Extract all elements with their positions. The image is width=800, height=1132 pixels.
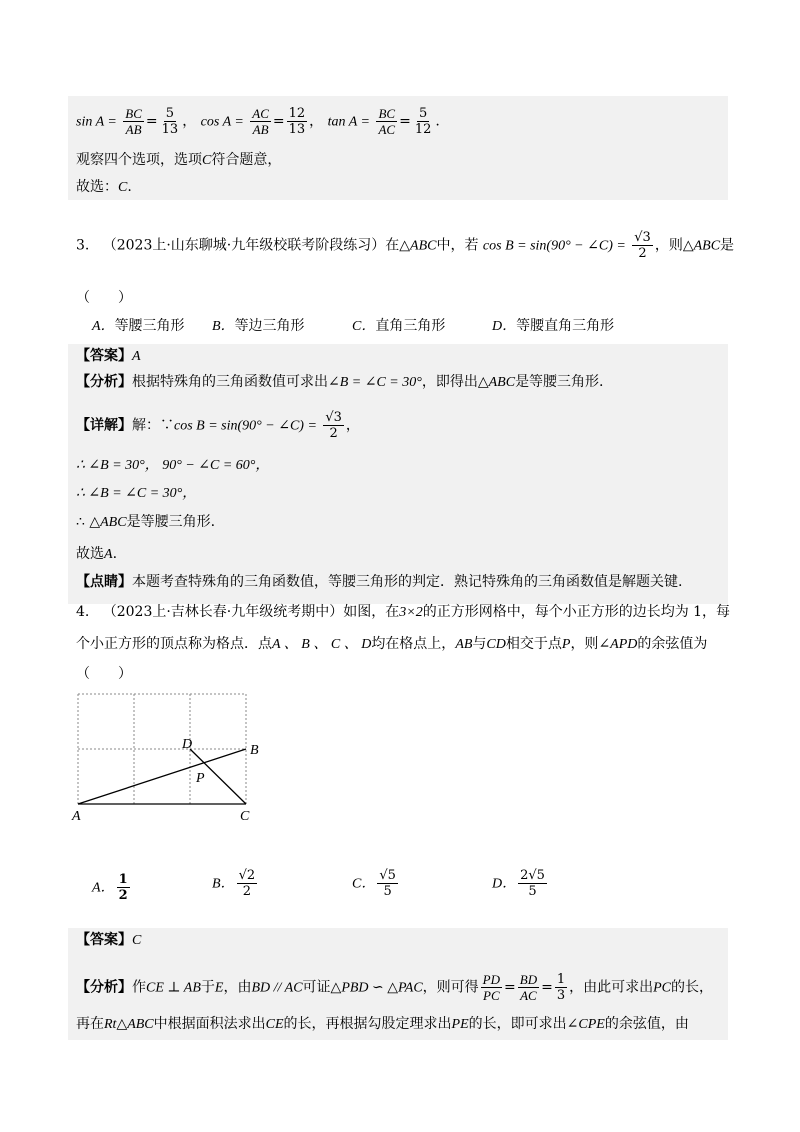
q4-answer: 【答案】C bbox=[76, 932, 142, 948]
q4-option-b[interactable]: B． $\frac{√2}{2}$ bbox=[212, 868, 256, 899]
q4-option-c[interactable]: C． $\frac{√5}{5}$ bbox=[352, 868, 396, 899]
q3-detail: 【详解】解：∵cos B = sin(90° − ∠C) = $\frac{√3}{2}$ ， bbox=[76, 410, 360, 441]
trig-values-line: sin A = $\frac{BC}{AB}$ = $\frac{5}{13}$ ， cos A = $\frac{AC}{AB}$ = $\frac{12}{13}$ ， tan A = $\frac{BC}{AC}$ = $\frac{5}{12}$ . bbox=[76, 106, 440, 137]
q3-detail-frac: $\frac{√3}{2}$ bbox=[325, 410, 342, 441]
q3-option-b[interactable]: B．等边三角形 bbox=[212, 318, 305, 334]
q4-analysis-2: 再在Rt△ABC中根据面积法求出CE的长，再根据勾股定理求出PE的长，即可求出∠CPE的余弦值，由 bbox=[76, 1016, 689, 1032]
label-p: P bbox=[196, 771, 205, 786]
sin-frac-1: $\frac{BC}{AB}$ bbox=[125, 106, 142, 137]
sin-lhs: sin A = bbox=[76, 114, 117, 130]
q3-paren: （ ） bbox=[76, 290, 132, 306]
q3-formula-frac: $\frac{√3}{2}$ bbox=[634, 230, 651, 261]
q3-option-d[interactable]: D．等腰直角三角形 bbox=[492, 318, 615, 334]
q3-option-c[interactable]: C．直角三角形 bbox=[352, 318, 446, 334]
q4-stem-line-2: 个小正方形的顶点称为格点．点A 、 B 、 C 、 D均在格点上，AB与CD相交于点P，则∠APD的余弦值为 bbox=[76, 636, 708, 652]
q3-choose: 故选A. bbox=[76, 546, 118, 562]
label-b: B bbox=[250, 743, 259, 758]
grid-dotted-lines bbox=[78, 694, 246, 804]
tan-lhs: tan A = bbox=[327, 114, 371, 130]
label-a: A bbox=[72, 809, 81, 824]
segment-ab bbox=[78, 749, 246, 804]
tan-frac-2: $\frac{5}{12}$ bbox=[414, 106, 432, 137]
cos-frac-1: $\frac{AC}{AB}$ bbox=[252, 106, 269, 137]
label-c: C bbox=[240, 809, 250, 824]
cos-lhs: cos A = bbox=[200, 114, 244, 130]
q4-grid-figure bbox=[66, 688, 286, 828]
q3-step-2: ∴ ∠B = ∠C = 30°， bbox=[76, 486, 197, 501]
q4-option-d[interactable]: D． $\frac{2√5}{5}$ bbox=[492, 868, 545, 899]
tan-frac-1: $\frac{BC}{AC}$ bbox=[378, 106, 396, 137]
q3-step-1: ∴ ∠B = 30°， 90° − ∠C = 60°， bbox=[76, 458, 270, 473]
q3-step-3: ∴ △ABC是等腰三角形. bbox=[76, 514, 216, 530]
observe-line: 观察四个选项，选项C符合题意， bbox=[76, 152, 282, 168]
q4-stem-line-1: 4. （2023上·吉林长春·九年级统考期中）如图，在3×2的正方形网格中，每个小正方形的边长均为 1，每 bbox=[76, 604, 731, 620]
sin-frac-2: $\frac{5}{13}$ bbox=[161, 106, 179, 137]
label-d: D bbox=[182, 737, 193, 752]
q3-comment: 【点睛】本题考查特殊角的三角函数值，等腰三角形的判定．熟记特殊角的三角函数值是解题关键. bbox=[76, 574, 683, 590]
q3-number: 3. bbox=[76, 237, 90, 254]
q4-number: 4. bbox=[76, 604, 90, 620]
cos-frac-2: $\frac{12}{13}$ bbox=[288, 106, 306, 137]
q3-answer: 【答案】A bbox=[76, 348, 141, 364]
q3-stem: 3. （2023上·山东聊城·九年级校联考阶段练习）在△ABC中，若 cos B = sin(90° − ∠C) = $\frac{√3}{2}$ ，则△ABC是 bbox=[76, 230, 735, 261]
q4-analysis-1: 【分析】作CE ⊥ AB于E，由BD // AC可证△PBD ∽ △PAC，则可得 $\frac{PD}{PC}$ = $\frac{BD}{AC}$ = $\frac{1}{3}$ ，由此可求出PC的长， bbox=[76, 972, 713, 1003]
q4-option-a[interactable]: A． $\frac{1}{2}$ bbox=[92, 872, 128, 903]
q3-option-a[interactable]: A．等腰三角形 bbox=[92, 318, 185, 334]
choose-line-top: 故选：C. bbox=[76, 179, 132, 195]
q4-paren: （ ） bbox=[76, 666, 132, 682]
q3-analysis: 【分析】根据特殊角的三角函数值可求出∠B = ∠C = 30°，即得出△ABC是等腰三角形. bbox=[76, 374, 604, 390]
